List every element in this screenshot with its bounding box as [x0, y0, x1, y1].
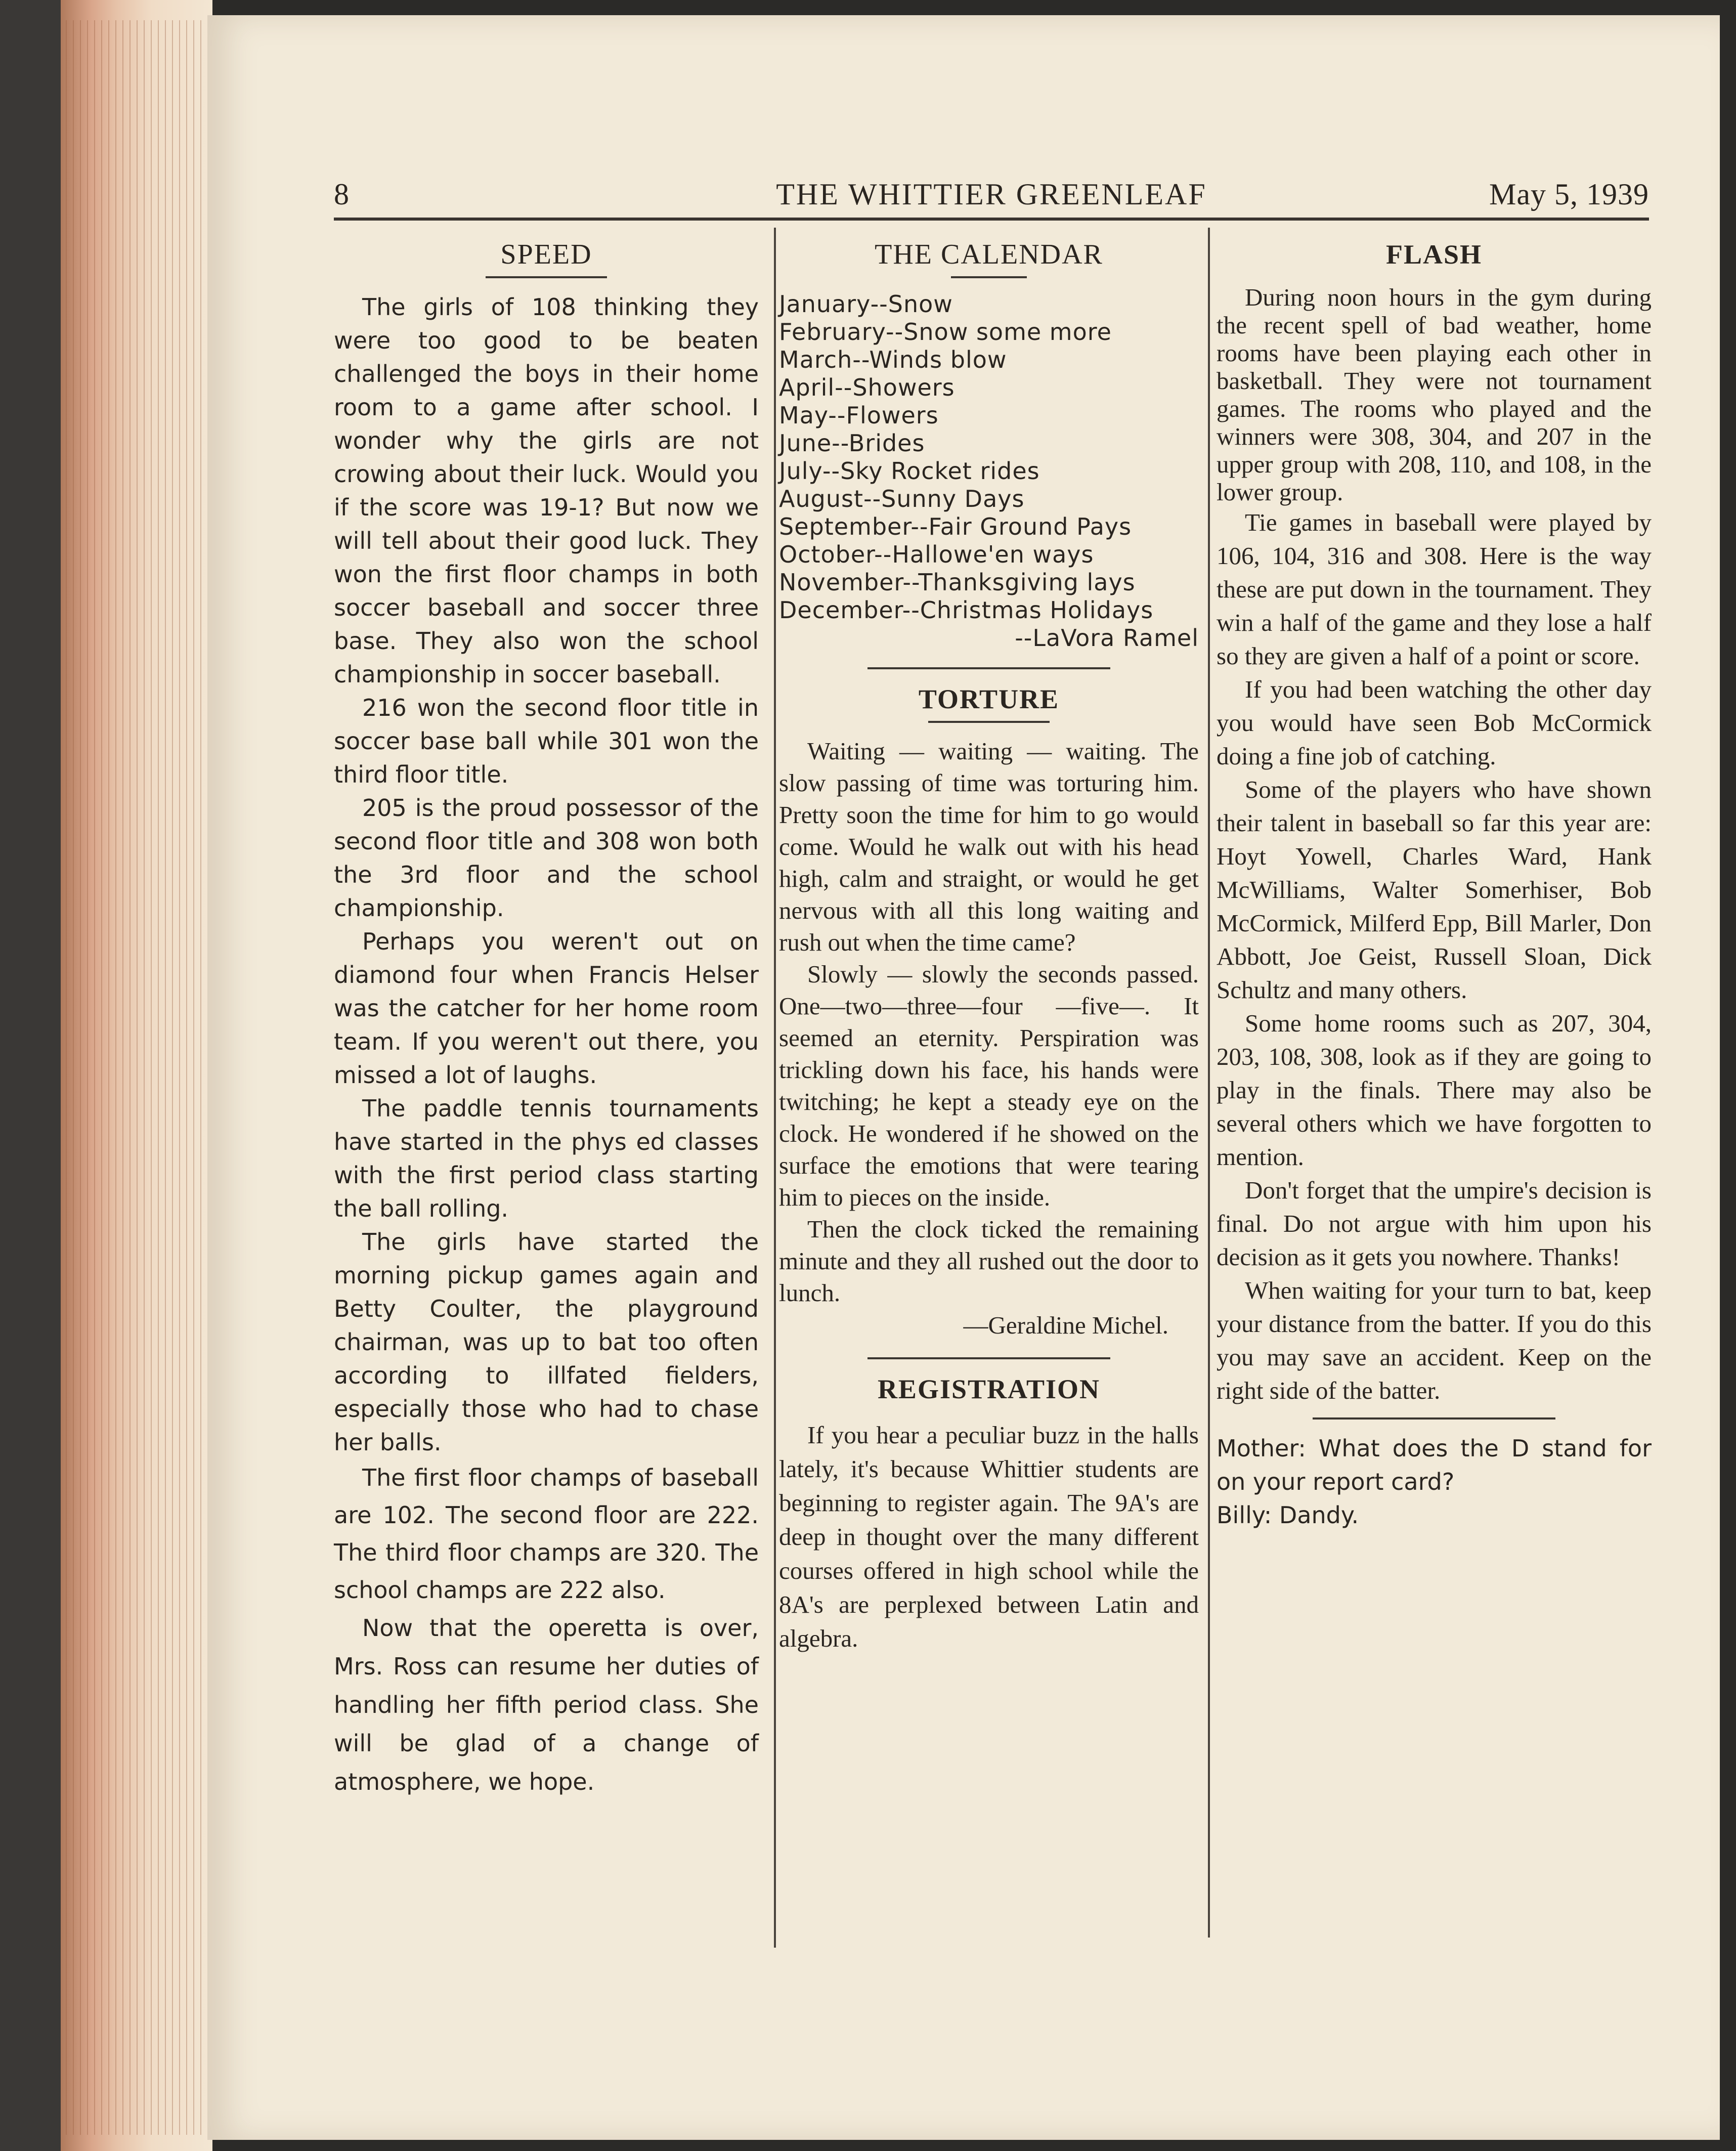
- newspaper-page: [207, 15, 1720, 2140]
- torture-paragraph: Waiting — waiting — waiting. The slow passing of time was torturing him. Pretty soon the time for him to go would come. Would he walk out with his head high, calm and straight, or would he get nervous with all this long waiting and rush out when the time came?: [779, 737, 1199, 956]
- section-separator: [867, 667, 1110, 669]
- calendar-heading: [779, 238, 1199, 278]
- publication-title: THE WHITTIER GREENLEAF: [776, 178, 1207, 211]
- joke-line: Billy: Dandy.: [1217, 1501, 1359, 1529]
- heading-underline: [951, 276, 1027, 278]
- joke-line: Mother: What does the D stand for on your report card?: [1217, 1435, 1652, 1495]
- torture-heading: [779, 682, 1199, 723]
- section-separator: [867, 1357, 1110, 1359]
- book-binding: [0, 0, 212, 2151]
- speed-paragraph: The paddle tennis tournaments have started in the phys ed classes with the first period class starting the ball rolling.: [334, 1095, 759, 1222]
- speed-heading-text: SPEED: [500, 239, 592, 270]
- column-divider-1: [774, 228, 776, 1948]
- calendar-line: July--Sky Rocket rides: [779, 457, 1040, 485]
- calendar-line: December--Christmas Holidays: [779, 596, 1154, 624]
- section-separator: [1313, 1417, 1555, 1419]
- calendar-line: September--Fair Ground Pays: [779, 513, 1132, 540]
- flash-paragraph: When waiting for your turn to bat, keep your distance from the batter. If you do this you may save an accident. Keep on the right side of the batter.: [1217, 1276, 1652, 1404]
- calendar-line: January--Snow: [779, 290, 953, 318]
- page-number: 8: [334, 178, 350, 211]
- speed-paragraph: Perhaps you weren't out on diamond four when Francis Helser was the catcher for her home room team. If you weren't out there, you missed a lot of laughs.: [334, 928, 759, 1089]
- flash-heading: [1217, 238, 1652, 271]
- flash-heading-text: FLASH: [1385, 239, 1483, 270]
- flash-paragraph: Tie games in baseball were played by 106, 104, 316 and 308. Here is the way these are put down in the tournament. They win a half of the game and they lose a half so they are given a half of a point or score.: [1217, 508, 1652, 670]
- page-header: [334, 167, 1649, 223]
- calendar-line: November--Thanksgiving lays: [779, 569, 1136, 596]
- calendar-line: October--Hallowe'en ways: [779, 541, 1094, 568]
- column-divider-2: [1208, 228, 1210, 1938]
- flash-paragraph: During noon hours in the gym during the recent spell of bad weather, home rooms have been playing each other in basketball. They were not tournament games. The rooms who played and the winners were 308, 304, and 207 in the upper group with 208, 110, and 108, in the lower group.: [1217, 283, 1652, 506]
- speed-paragraph: The girls of 108 thinking they were too good to be beaten challenged the boys in their home room to a game after school. I wonder why the girls are not crowing about their luck. Would you if the score was 19-1? But now we will tell about their good luck. They won the first floor champs in both soccer baseball and soccer three base. They also won the school championship in soccer baseball.: [334, 293, 759, 688]
- issue-date: May 5, 1939: [1489, 178, 1649, 211]
- speed-paragraph: 205 is the proud possessor of the second floor title and 308 won both the 3rd floor and the school championship.: [334, 794, 759, 922]
- column-middle: [779, 238, 1199, 1655]
- speed-paragraph: The first floor champs of baseball are 102. The second floor are 222. The third floor champs are 320. The school champs are 222 also.: [334, 1464, 759, 1604]
- heading-underline: [928, 721, 1050, 723]
- torture-heading-text: TORTURE: [918, 684, 1060, 714]
- calendar-line: June--Brides: [779, 429, 925, 457]
- page-edges: [66, 20, 207, 2135]
- calendar-line: February--Snow some more: [779, 318, 1112, 346]
- column-speed: [334, 238, 759, 1801]
- registration-heading-text: REGISTRATION: [877, 1374, 1101, 1404]
- speed-paragraph: The girls have started the morning pickup games again and Betty Coulter, the playground chairman, was up to bat too often according to illfated fielders, especially those who had to chase her balls.: [334, 1228, 759, 1456]
- flash-paragraph: Some home rooms such as 207, 304, 203, 108, 308, look as if they are going to play in the finals. There may also be several others which we have forgotten to mention.: [1217, 1009, 1652, 1171]
- speed-paragraph: 216 won the second floor title in soccer base ball while 301 won the third floor title.: [334, 694, 759, 788]
- registration-heading: [779, 1372, 1199, 1406]
- torture-signature: —Geraldine Michel.: [963, 1311, 1168, 1339]
- speed-heading: [334, 238, 759, 278]
- speed-paragraph: Now that the operetta is over, Mrs. Ross can resume her duties of handling her fifth period class. She will be glad of a change of atmosphere, we hope.: [334, 1614, 759, 1795]
- calendar-line: April--Showers: [779, 374, 955, 401]
- calendar-line: May--Flowers: [779, 402, 939, 429]
- calendar-signature: --LaVora Ramel: [1015, 624, 1199, 652]
- flash-paragraph: If you had been watching the other day you would have seen Bob McCormick doing a fine job of catching.: [1217, 675, 1652, 770]
- torture-paragraph: Slowly — slowly the seconds passed. One—two—three—four —five—. It seemed an eternity. Perspiration was trickling down his face, his hands were twitching; he kept a steady eye on the clock. He wondered if he showed on the surface the emotions that were tearing him to pieces on the inside.: [779, 960, 1199, 1211]
- registration-paragraph: If you hear a peculiar buzz in the halls lately, it's because Whittier students are beginning to register again. The 9A's are deep in thought over the many different courses offered in high school while the 8A's are perplexed between Latin and algebra.: [779, 1421, 1199, 1652]
- flash-paragraph: Don't forget that the umpire's decision is final. Do not argue with him upon his decision as it gets you nowhere. Thanks!: [1217, 1176, 1652, 1271]
- calendar-line: August--Sunny Days: [779, 485, 1025, 512]
- header-rule: [334, 218, 1649, 221]
- calendar-line: March--Winds blow: [779, 346, 1007, 373]
- column-flash: [1217, 238, 1652, 1532]
- calendar-heading-text: THE CALENDAR: [875, 239, 1103, 270]
- torture-paragraph: Then the clock ticked the remaining minute and they all rushed out the door to lunch.: [779, 1215, 1199, 1307]
- flash-paragraph: Some of the players who have shown their talent in baseball so far this year are: Hoyt Yowell, Charles Ward, Hank McWilliams, Walter Somerhiser, Bob McCormick, Milferd Epp, Bill Marler, Don Abbott, Joe Geist, Russell Sloan, Dick Schultz and many others.: [1217, 776, 1652, 1004]
- heading-underline: [486, 276, 607, 278]
